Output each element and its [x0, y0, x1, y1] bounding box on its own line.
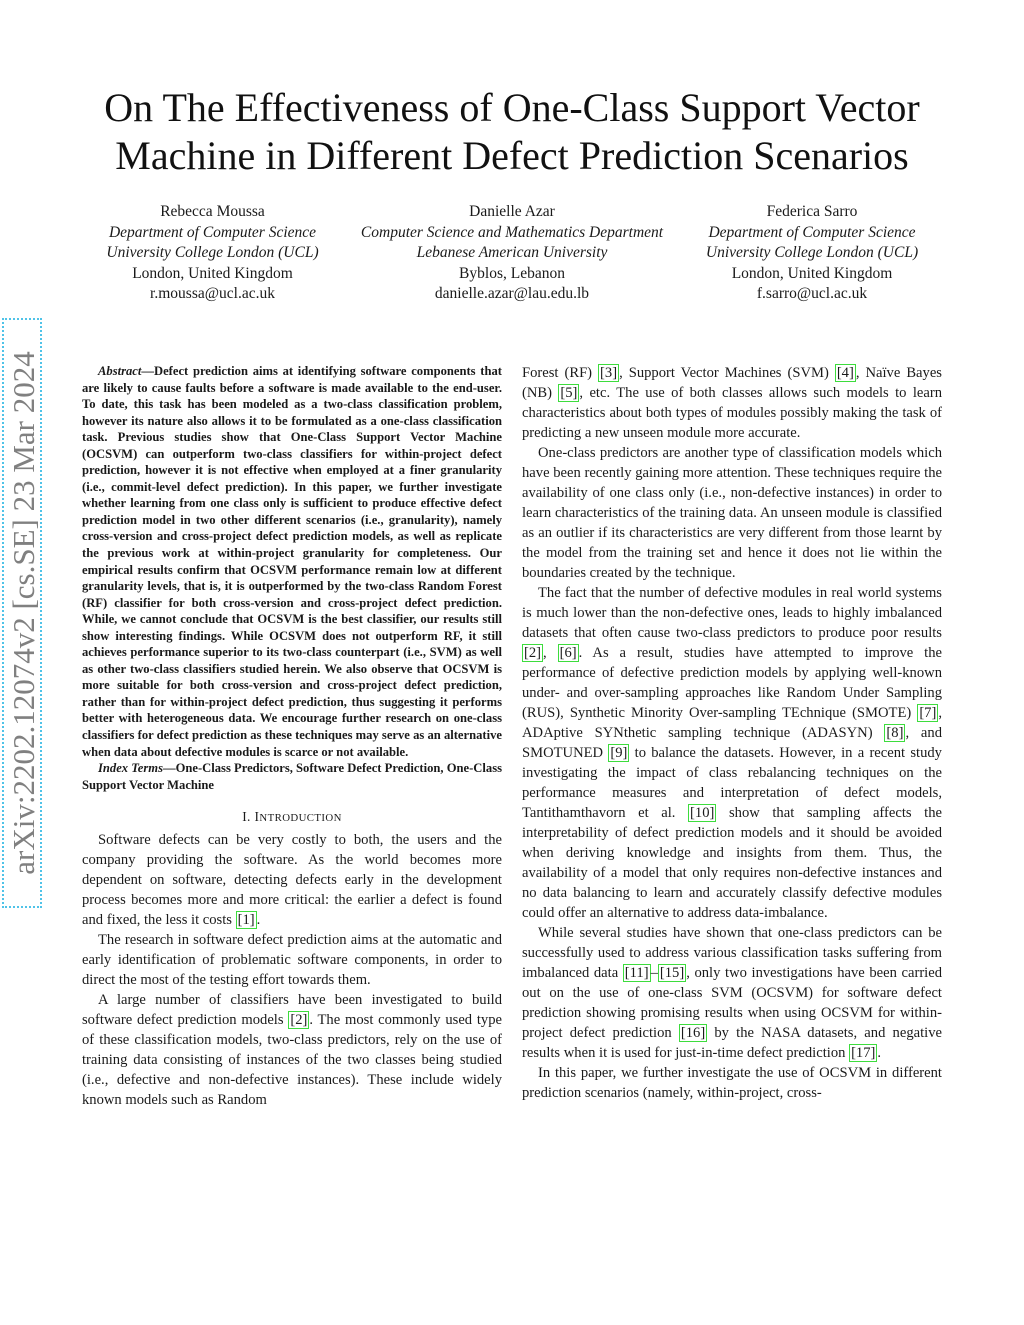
text-run: While several studies have shown that one-class predictors can be successfully used to address various classification tasks suffering from imbalanced data: [522, 925, 942, 981]
author-email: r.moussa@ucl.ac.uk: [150, 285, 275, 303]
text-run: , Support Vector Machines (SVM): [619, 365, 835, 381]
author-name: Federica Sarro: [766, 203, 858, 220]
author-block-3: [680, 202, 944, 305]
left-column: [82, 363, 502, 1110]
citation-link[interactable]: [2]: [290, 1012, 308, 1029]
citation-link[interactable]: [15]: [659, 965, 685, 981]
author-university: University College London (UCL): [705, 244, 919, 262]
right-column: [522, 363, 942, 1103]
text-run: Forest (RF): [522, 365, 599, 381]
author-email: f.sarro@ucl.ac.uk: [756, 285, 868, 303]
author-location: London, United Kingdom: [132, 264, 293, 282]
author-location: Byblos, Lebanon: [459, 264, 565, 282]
arxiv-identifier-link[interactable]: arXiv:2202.12074v2 [cs.SE] 23 Mar 2024: [2, 318, 42, 908]
author-block-2: [335, 202, 689, 305]
text-run: show that sampling affects the interpretability of defect prediction models and it should be avoided when deriving knowledge and insights from them. Thus, the availability of a model that only requires non-defective instances and no data balancing to learn and accurately classify defective modules could offer an alternative to address data-imbalance.: [522, 805, 942, 921]
author-block-1: [80, 202, 345, 305]
text-run: Software defects can be very costly to both, the users and the company providing the software. As the world becomes more dependent on software, detecting defects early in the development process becomes more and more critical: the earlier a defect is found and fixed, the less it costs: [82, 832, 502, 929]
text-run: , and SMOTUNED: [522, 725, 943, 761]
index-terms-label: Index Terms: [98, 761, 163, 776]
author-name: Danielle Azar: [469, 203, 555, 220]
citation-link[interactable]: [10]: [690, 805, 715, 821]
intro-paragraph-3-cont: [522, 363, 942, 443]
text-run: ,: [543, 645, 558, 661]
citation-link[interactable]: [9]: [610, 745, 628, 761]
author-department: Computer Science and Mathematics Department: [360, 223, 664, 241]
author-university: University College London (UCL): [106, 244, 319, 262]
citation-link[interactable]: [2]: [524, 645, 542, 661]
text-run: . The most commonly used type of these classification models, two-class predictors, rely on the use of training data consisting of instances of the two classes being studied (i.e., defective and non-defective instances). These include widely known models such as Random: [82, 1012, 502, 1109]
intro-paragraph-1: [82, 830, 502, 930]
abstract: [82, 363, 502, 760]
section-number: I. I: [242, 809, 260, 825]
intro-paragraph-5: [522, 583, 942, 923]
citation-link[interactable]: [4]: [836, 365, 854, 381]
text-run: to balance the datasets. However, in a recent study investigating the impact of class rebalancing techniques on the performance measures and interpretation of defect models, Tantithamthavorn et al.: [522, 745, 942, 821]
abstract-text: —Defect prediction aims at identifying software components that are likely to cause faults before a software is made available to the end-user. To date, this task has been modeled as a two-class classification problem, however its nature also allows it to be formulated as a one-class classification task. Previous studies show that One-Class Support Vector Machine (OCSVM) can outperform two-class classifiers for within-project defect prediction, however it is not effective when employed at a finer granularity (i.e., commit-level defect prediction). In this paper, we further investigate whether learning from one class only is sufficient to produce effective defect prediction model in two other different scenarios (i.e., granularity), namely cross-version and cross-project defect prediction models, as well as replicate the previous work at within-project granularity for completeness. Our empirical results confirm that OCSVM performance remain low at different granularity levels, that is, it is outperformed by the two-class Random Forest (RF) classifier for both cross-version and cross-project defect prediction. While, we cannot conclude that OCSVM is the best classifier, our results still show interesting findings. While OCSVM does not outperform RF, it still achieves performance superior to its two-class counterpart (i.e., SVM) as well as other two-class classifiers studied herein. We also observe that OCSVM is more suitable for both cross-version and cross-project defect prediction, rather than for within-project defect prediction, thus suggesting it performs better with heterogeneous data. We encourage further research on one-class classifiers for defect prediction as these techniques may serve as an alternative when data about defective modules is scarce or not available.: [82, 364, 502, 759]
citation-link[interactable]: [11]: [624, 965, 649, 981]
author-location: London, United Kingdom: [731, 264, 893, 282]
citation-link[interactable]: [17]: [851, 1045, 876, 1061]
citation-link[interactable]: [8]: [886, 725, 904, 741]
text-run: , only two investigations have been carried out on the use of one-class SVM (OCSVM) for software defect prediction showing promising results when using OCSVM for within-project defect prediction: [522, 965, 943, 1041]
index-terms: [82, 760, 502, 793]
author-department: Department of Computer Science: [708, 223, 916, 241]
citation-link[interactable]: [3]: [600, 365, 618, 381]
abstract-label: Abstract: [98, 364, 142, 378]
citation-link[interactable]: [1]: [237, 912, 255, 929]
citation-link[interactable]: [7]: [919, 705, 937, 721]
intro-paragraph-6: [522, 923, 942, 1063]
author-email: danielle.azar@lau.edu.lb: [434, 285, 590, 303]
section-title-rest: NTRODUCTION: [259, 812, 342, 825]
text-run: .: [256, 912, 261, 929]
author-university: Lebanese American University: [416, 244, 608, 262]
intro-paragraph-4: One-class predictors are another type of classification models which have been recently gaining more attention. These techniques require the availability of one class only (i.e., non-defective instances) in order to learn characteristics of the training data. An unseen module is classified as an outlier if its characteristics are very different from those learnt by the model from the training set and hence it does not lie within the boundaries created by the technique.: [522, 445, 942, 581]
citation-link[interactable]: [5]: [560, 385, 578, 401]
intro-paragraph-7: In this paper, we further investigate the use of OCSVM in different prediction scenarios (namely, within-project, cross-: [522, 1065, 942, 1101]
text-run: .: [877, 1045, 882, 1061]
text-run: , etc. The use of both classes allows such models to learn characteristics about both types of modules possibly making the task of predicting a new unseen module more accurate.: [522, 385, 942, 441]
citation-link[interactable]: [16]: [680, 1025, 706, 1041]
author-name: Rebecca Moussa: [160, 203, 265, 220]
text-run: , ADAptive SYNthetic sampling technique (ADASYN): [522, 705, 942, 741]
text-run: . As a result, studies have attempted to improve the performance of defective prediction models by applying well-known under- and over-sampling approaches like Random Under Sampling (RUS), Synthetic Minority Over-sampling TEchnique (SMOTE): [522, 645, 943, 721]
text-run: –: [650, 965, 658, 981]
citation-link[interactable]: [6]: [559, 645, 577, 661]
intro-paragraph-2: The research in software defect prediction aims at the automatic and early identification of problematic software components, in order to direct the most of the testing effort towards them.: [82, 932, 502, 989]
text-run: A large number of classifiers have been investigated to build software defect prediction models: [82, 992, 502, 1029]
section-heading-introduction: [82, 809, 502, 825]
paper-title: On The Effectiveness of One-Class Support Vector Machine in Different Defect Prediction Scenarios: [104, 85, 920, 178]
author-department: Department of Computer Science: [108, 223, 317, 241]
index-terms-text: —One-Class Predictors, Software Defect Prediction, One-Class Support Vector Machine: [82, 761, 502, 792]
text-run: , Naïve Bayes (NB): [522, 365, 942, 401]
intro-paragraph-3: [82, 990, 502, 1110]
text-run: The fact that the number of defective modules in real world systems is much lower than the non-defective ones, leads to highly imbalanced datasets that often cause two-class predictors to produce poor results: [522, 585, 942, 641]
text-run: by the NASA datasets, and negative results when it is used for just-in-time defect prediction: [522, 1025, 942, 1061]
